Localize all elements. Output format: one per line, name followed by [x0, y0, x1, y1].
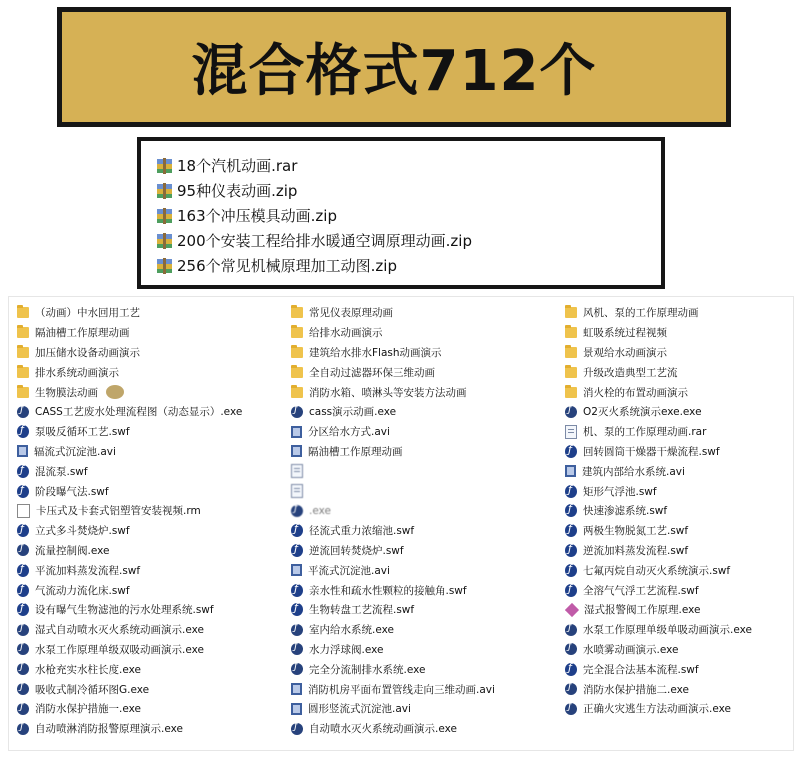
executable-file-icon [291, 663, 303, 675]
item-name: 机、泵的工作原理动画.rar [583, 426, 707, 439]
item-name: 流量控制阀.exe [35, 544, 110, 557]
file-item[interactable] [17, 422, 287, 442]
flash-file-icon [565, 524, 577, 537]
item-name: cass演示动画.exe [309, 406, 397, 419]
item-name: .exe [309, 504, 331, 517]
file-item[interactable] [291, 442, 561, 462]
folder-icon [565, 387, 577, 398]
flash-file-icon [17, 584, 29, 597]
flash-file-icon [17, 524, 29, 537]
setup-file-icon [565, 603, 579, 617]
file-item[interactable] [17, 442, 287, 462]
item-name: 径流式重力浓缩池.swf [309, 525, 415, 538]
file-item[interactable] [17, 659, 287, 679]
archive-file-name: 256个常见机械原理加工动图.zip [177, 257, 397, 275]
file-item[interactable] [291, 679, 561, 699]
file-item[interactable] [565, 521, 791, 541]
archive-file-icon [157, 208, 173, 224]
file-item[interactable] [17, 580, 287, 600]
item-name: 完全混合法基本流程.swf [583, 663, 699, 676]
executable-file-icon [291, 624, 303, 636]
item-name: 消防水保护措施二.exe [583, 683, 689, 696]
executable-file-icon [17, 703, 29, 715]
item-name: 消防水箱、喷淋头等安装方法动画 [309, 386, 467, 399]
executable-file-icon [17, 663, 29, 675]
item-name: 快速渗滤系统.swf [583, 505, 668, 518]
item-name: 回转圆筒干燥器干燥流程.swf [583, 445, 720, 458]
item-name: 矩形气浮池.swf [583, 485, 657, 498]
media-file-icon [17, 504, 30, 518]
file-item[interactable] [565, 541, 791, 561]
archive-list [137, 137, 665, 289]
executable-file-icon [291, 723, 303, 735]
executable-file-icon [565, 703, 577, 715]
file-item[interactable] [291, 719, 561, 739]
item-name: 自动喷水灭火系统动画演示.exe [309, 723, 457, 736]
archive-file-name: 95种仪表动画.zip [177, 182, 298, 200]
item-name: 排水系统动画演示 [35, 366, 119, 379]
item-name: 水枪充实水柱长度.exe [35, 663, 141, 676]
file-item[interactable] [565, 501, 791, 521]
flash-file-icon [291, 524, 303, 537]
item-name: 逆流回转焚烧炉.swf [309, 544, 404, 557]
file-item[interactable] [291, 541, 561, 561]
folder-item[interactable] [17, 362, 287, 382]
item-name: 气流动力流化床.swf [35, 584, 130, 597]
file-item[interactable] [17, 640, 287, 660]
archive-file-icon [157, 183, 173, 199]
item-name: 两极生物脱氮工艺.swf [583, 525, 689, 538]
file-item[interactable] [17, 719, 287, 739]
flash-file-icon [17, 485, 29, 498]
item-name: 平流加料蒸发流程.swf [35, 564, 141, 577]
folder-icon [565, 307, 577, 318]
video-file-icon [291, 703, 302, 715]
item-name: 设有曝气生物滤池的污水处理系统.swf [35, 604, 214, 617]
executable-file-icon [565, 624, 577, 636]
item-name: 湿式报警阀工作原理.exe [584, 604, 701, 617]
item-name: 室内给水系统.exe [309, 624, 394, 637]
item-name: 隔油槽工作原理动画 [35, 327, 130, 340]
file-item[interactable] [565, 699, 791, 719]
flash-file-icon [291, 584, 303, 597]
title-banner [57, 7, 731, 127]
executable-file-icon [565, 406, 577, 418]
item-name: 混流泵.swf [35, 465, 88, 478]
folder-item[interactable] [17, 303, 287, 323]
file-item[interactable] [565, 600, 791, 620]
item-name: 泵吸反循环工艺.swf [35, 426, 130, 439]
folder-item[interactable] [291, 343, 561, 363]
video-file-icon [291, 426, 302, 438]
item-name: 建筑内部给水系统.avi [582, 465, 685, 478]
archive-item[interactable] [157, 153, 661, 178]
video-file-icon [565, 465, 576, 477]
item-name: 圆形竖流式沉淀池.avi [308, 703, 411, 716]
item-name: 湿式自动喷水灭火系统动画演示.exe [35, 624, 204, 637]
archive-file-name: 200个安装工程给排水暖通空调原理动画.zip [177, 232, 472, 250]
folder-item[interactable] [17, 382, 287, 402]
flash-file-icon [291, 603, 303, 616]
folder-item[interactable] [17, 343, 287, 363]
folder-icon [291, 367, 303, 378]
flash-file-icon [565, 504, 577, 517]
executable-file-icon [291, 643, 303, 655]
folder-icon [565, 367, 577, 378]
flash-file-icon [565, 485, 577, 498]
folder-item[interactable] [565, 343, 791, 363]
file-column-2 [291, 303, 561, 739]
file-item[interactable] [565, 679, 791, 699]
file-item[interactable] [17, 481, 287, 501]
item-name: （动画）中水回用工艺 [35, 307, 140, 320]
file-item[interactable] [565, 580, 791, 600]
archive-file-name: 163个冲压模具动画.zip [177, 207, 337, 225]
flash-file-icon [17, 603, 29, 616]
file-item[interactable] [291, 402, 561, 422]
folder-item[interactable] [565, 362, 791, 382]
video-file-icon [291, 683, 302, 695]
folder-icon [565, 347, 577, 358]
file-item[interactable] [291, 600, 561, 620]
file-item[interactable] [17, 402, 287, 422]
flash-file-icon [17, 564, 29, 577]
file-item[interactable] [291, 521, 561, 541]
archive-item[interactable] [157, 228, 661, 253]
folder-item[interactable] [291, 323, 561, 343]
document-file-icon [565, 425, 577, 439]
file-item[interactable] [17, 600, 287, 620]
file-item[interactable] [17, 461, 287, 481]
executable-file-icon [17, 683, 29, 695]
archive-item[interactable] [157, 178, 661, 203]
banner-title: 混合格式712个 [191, 39, 597, 104]
folder-icon [291, 387, 303, 398]
folder-icon [17, 387, 29, 398]
file-item[interactable] [291, 560, 561, 580]
item-name: 生物转盘工艺流程.swf [309, 604, 415, 617]
item-name: 平流式沉淀池.avi [308, 564, 390, 577]
executable-file-icon [565, 683, 577, 695]
file-column-1 [17, 303, 287, 739]
file-item[interactable] [291, 640, 561, 660]
folder-icon [17, 347, 29, 358]
file-explorer-view [8, 296, 794, 751]
folder-item[interactable] [291, 382, 561, 402]
file-item[interactable] [565, 422, 791, 442]
item-name: 虹吸系统过程视频 [583, 327, 667, 340]
archive-item[interactable] [157, 203, 661, 228]
executable-file-icon [17, 624, 29, 636]
folder-item[interactable] [565, 382, 791, 402]
file-item[interactable] [17, 560, 287, 580]
item-name: 七氟丙烷自动灭火系统演示.swf [583, 564, 731, 577]
item-name: 消火栓的布置动画演示 [583, 386, 688, 399]
file-item[interactable] [565, 442, 791, 462]
item-name: 全自动过滤器环保三维动画 [309, 366, 435, 379]
file-item[interactable] [565, 402, 791, 422]
item-name: 建筑给水排水Flash动画演示 [309, 346, 442, 359]
flash-file-icon [565, 663, 577, 676]
file-item[interactable] [565, 560, 791, 580]
item-name: 分区给水方式.avi [308, 426, 390, 439]
file-item[interactable] [291, 699, 561, 719]
folder-item[interactable] [565, 303, 791, 323]
file-item[interactable] [291, 461, 561, 481]
folder-icon [17, 307, 29, 318]
file-item[interactable] [565, 640, 791, 660]
item-name: 辐流式沉淀池.avi [34, 445, 116, 458]
folder-icon [17, 327, 29, 338]
item-name: CASS工艺废水处理流程图（动态显示）.exe [35, 406, 243, 419]
item-name: 水泵工作原理单级单吸动画演示.exe [583, 624, 752, 637]
item-name: 阶段曝气法.swf [35, 485, 109, 498]
executable-file-icon [17, 544, 29, 556]
video-file-icon [291, 564, 302, 576]
file-item[interactable] [291, 580, 561, 600]
executable-file-icon [565, 643, 577, 655]
file-item[interactable] [17, 541, 287, 561]
flash-file-icon [565, 445, 577, 458]
item-name: O2灭火系统演示exe.exe [583, 406, 702, 419]
item-name: 加压储水设备动画演示 [35, 346, 140, 359]
archive-file-icon [157, 158, 173, 174]
folder-icon [291, 327, 303, 338]
folder-icon [291, 347, 303, 358]
flash-file-icon [565, 564, 577, 577]
folder-item[interactable] [291, 303, 561, 323]
item-name: 亲水性和疏水性颗粒的接触角.swf [309, 584, 467, 597]
executable-file-icon [291, 406, 303, 418]
file-item[interactable] [565, 481, 791, 501]
archive-file-icon [157, 233, 173, 249]
flash-file-icon [291, 544, 303, 557]
item-name: 景观给水动画演示 [583, 346, 667, 359]
item-name: 正确火灾逃生方法动画演示.exe [583, 703, 731, 716]
item-name: 消防水保护措施一.exe [35, 703, 141, 716]
flash-file-icon [565, 544, 577, 557]
folder-item[interactable] [291, 362, 561, 382]
file-item[interactable] [17, 699, 287, 719]
file-item[interactable] [565, 461, 791, 481]
video-file-icon [291, 445, 302, 457]
thumbnail-icon [106, 385, 124, 399]
file-item[interactable] [291, 659, 561, 679]
executable-file-icon [17, 723, 29, 735]
file-item[interactable] [565, 620, 791, 640]
document-file-icon [291, 484, 303, 498]
file-item[interactable] [17, 679, 287, 699]
video-file-icon [17, 445, 28, 457]
item-name: 水泵工作原理单级双吸动画演示.exe [35, 643, 204, 656]
file-item[interactable] [291, 422, 561, 442]
executable-file-icon [17, 643, 29, 655]
item-name: 吸收式制冷循环图G.exe [35, 683, 150, 696]
document-file-icon [291, 464, 303, 478]
file-column-3 [565, 303, 791, 719]
item-name: 常见仪表原理动画 [309, 307, 393, 320]
item-name: 卡压式及卡套式铝塑管安装视频.rm [36, 505, 201, 518]
item-name: 给排水动画演示 [309, 327, 383, 340]
folder-item[interactable] [17, 323, 287, 343]
flash-file-icon [565, 584, 577, 597]
item-name: 隔油槽工作原理动画 [308, 445, 403, 458]
item-name: 水喷雾动画演示.exe [583, 643, 679, 656]
folder-icon [565, 327, 577, 338]
executable-file-icon [291, 505, 303, 517]
file-item[interactable] [565, 659, 791, 679]
file-item[interactable] [291, 481, 561, 501]
item-name: 消防机房平面布置管线走向三维动画.avi [308, 683, 495, 696]
item-name: 全溶气气浮工艺流程.swf [583, 584, 699, 597]
item-name: 风机、泵的工作原理动画 [583, 307, 699, 320]
item-name: 水力浮球阀.exe [309, 643, 384, 656]
folder-item[interactable] [565, 323, 791, 343]
executable-file-icon [17, 406, 29, 418]
folder-icon [17, 367, 29, 378]
folder-icon [291, 307, 303, 318]
item-name: 逆流加料蒸发流程.swf [583, 544, 689, 557]
item-name: 升级改造典型工艺流 [583, 366, 678, 379]
flash-file-icon [17, 425, 29, 438]
item-name: 立式多斗焚烧炉.swf [35, 525, 130, 538]
file-item[interactable] [17, 620, 287, 640]
flash-file-icon [17, 465, 29, 478]
item-name: 完全分流制排水系统.exe [309, 663, 426, 676]
file-item[interactable] [291, 620, 561, 640]
file-item[interactable] [17, 501, 287, 521]
file-item[interactable] [17, 521, 287, 541]
archive-item[interactable] [157, 253, 661, 278]
archive-file-name: 18个汽机动画.rar [177, 157, 298, 175]
archive-file-icon [157, 258, 173, 274]
item-name: 生物膜法动画 [35, 386, 98, 399]
item-name: 自动喷淋消防报警原理演示.exe [35, 723, 183, 736]
file-item[interactable] [291, 501, 561, 521]
